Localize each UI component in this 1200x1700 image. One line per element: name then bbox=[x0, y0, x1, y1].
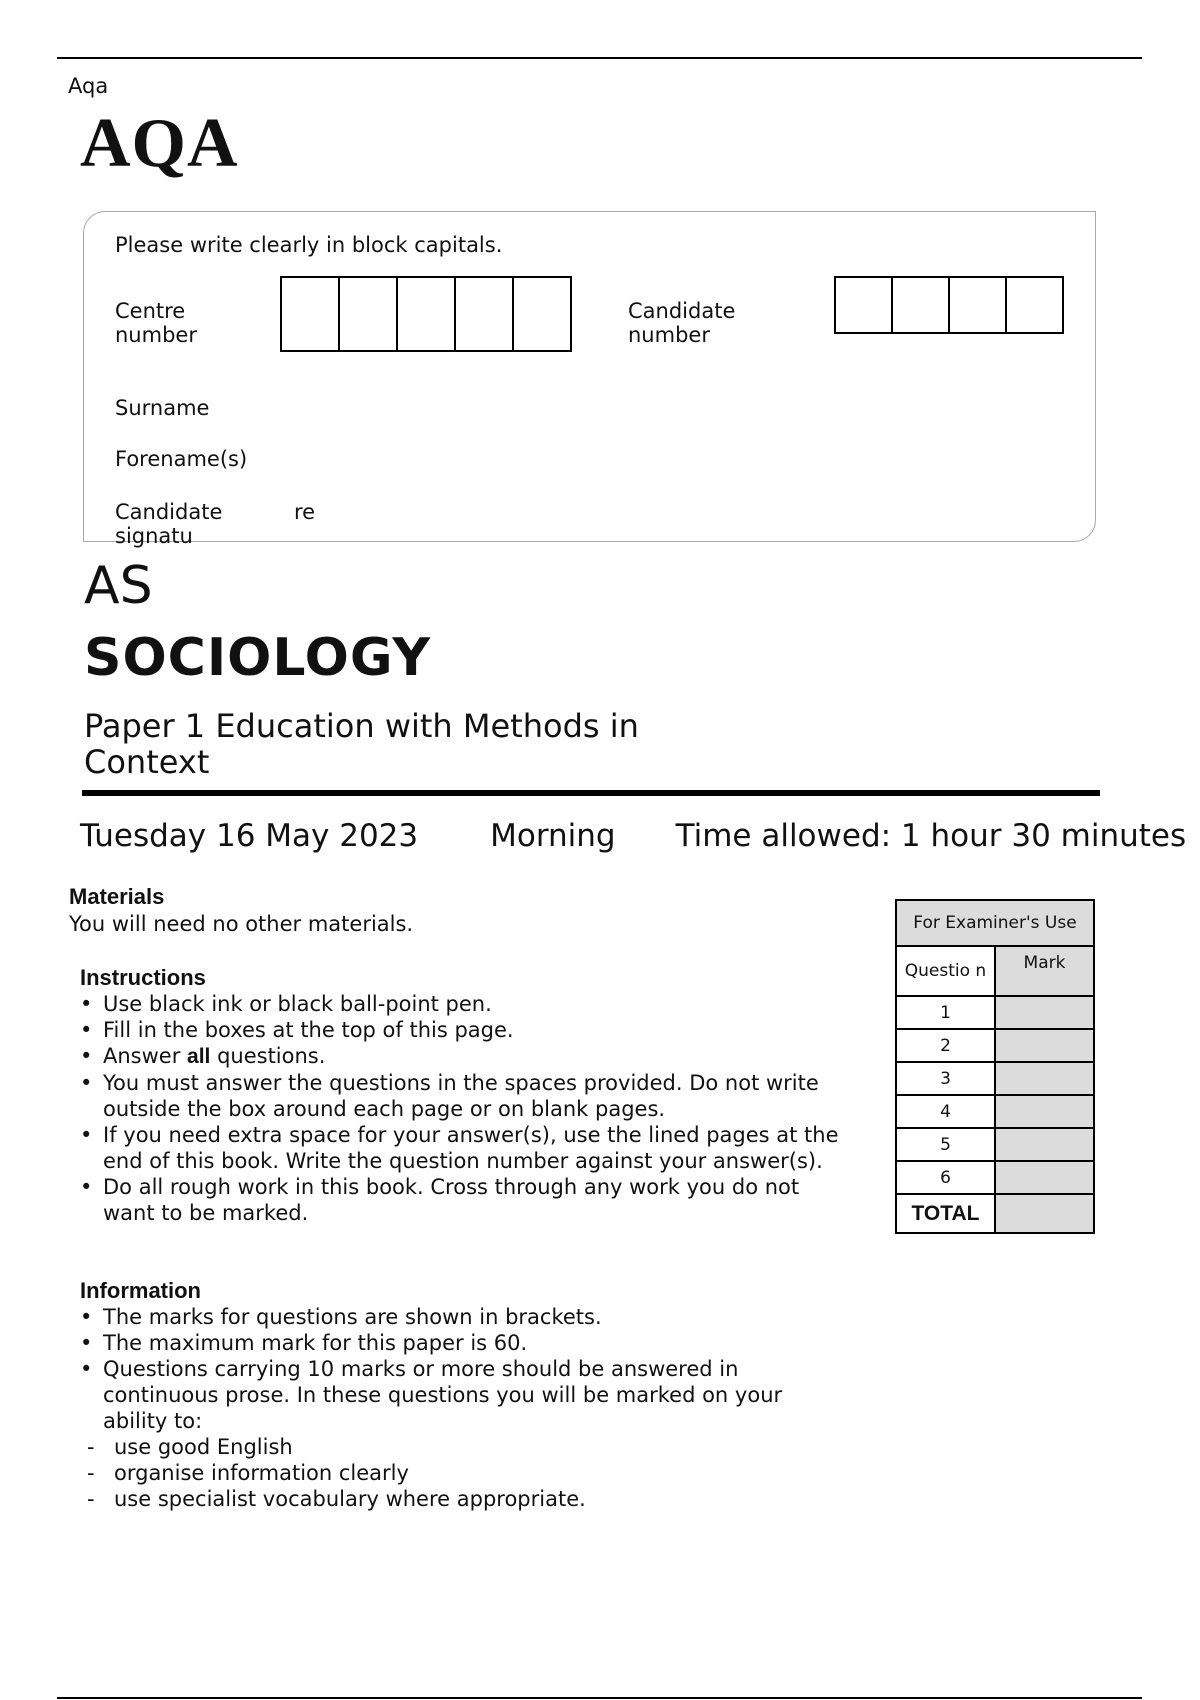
instructions-heading: Instructions bbox=[80, 965, 206, 990]
surname-label: Surname bbox=[115, 396, 210, 420]
sub-list-item: - use specialist vocabulary where appropriate. bbox=[114, 1486, 850, 1512]
centre-number-label: Centre number bbox=[115, 299, 197, 347]
forenames-label: Forename(s) bbox=[115, 447, 248, 471]
answer-all-prefix: Answer bbox=[103, 1044, 188, 1068]
mark-cell bbox=[995, 1128, 1094, 1161]
materials-text: You will need no other materials. bbox=[69, 912, 414, 936]
subject-title: SOCIOLOGY bbox=[84, 628, 432, 688]
total-row bbox=[896, 1194, 1094, 1233]
candidate-number-boxes[interactable] bbox=[834, 276, 1064, 334]
question-number: 3 bbox=[896, 1062, 995, 1095]
table-row bbox=[896, 1062, 1094, 1095]
mark-column-header: Mark bbox=[995, 946, 1094, 996]
list-item bbox=[80, 1043, 850, 1070]
centre-digit-box[interactable] bbox=[340, 278, 398, 350]
list-item: • The maximum mark for this paper is 60. bbox=[80, 1330, 850, 1356]
table-row bbox=[896, 1029, 1094, 1062]
sub-list-item: - use good English bbox=[114, 1434, 850, 1460]
table-row bbox=[896, 1095, 1094, 1128]
list-item: • The marks for questions are shown in brackets. bbox=[80, 1304, 850, 1330]
centre-number-boxes[interactable] bbox=[280, 276, 572, 352]
top-rule bbox=[57, 57, 1142, 59]
title-divider bbox=[82, 790, 1100, 796]
centre-digit-box[interactable] bbox=[398, 278, 456, 350]
question-number: 5 bbox=[896, 1128, 995, 1161]
list-item: • If you need extra space for your answer(s), use the lined pages at the end of this book. Write the question number against your answer(s). bbox=[80, 1122, 850, 1174]
candidate-signature-label-suffix: re bbox=[294, 500, 316, 524]
sub-list-item: - organise information clearly bbox=[114, 1460, 850, 1486]
candidate-signature-label: Candidate signatu bbox=[115, 500, 223, 548]
question-column-header: Questio n bbox=[896, 946, 995, 996]
materials-heading: Materials bbox=[69, 884, 165, 909]
total-mark-cell bbox=[995, 1194, 1094, 1233]
instructions-list bbox=[80, 991, 850, 1226]
candidate-digit-box[interactable] bbox=[893, 278, 950, 332]
candidate-number-label: Candidate number bbox=[628, 299, 736, 347]
mark-cell bbox=[995, 996, 1094, 1029]
aqa-logo: AQA bbox=[80, 105, 239, 182]
list-item: • Questions carrying 10 marks or more should be answered in continuous prose. In these questions you will be marked on your ability to: bbox=[80, 1356, 850, 1434]
question-number: 2 bbox=[896, 1029, 995, 1062]
block-capitals-instruction: Please write clearly in block capitals. bbox=[115, 233, 503, 257]
exam-session-time: Morning bbox=[490, 818, 616, 854]
mark-cell bbox=[995, 1062, 1094, 1095]
list-item: • You must answer the questions in the spaces provided. Do not write outside the box around each page or on blank pages. bbox=[80, 1070, 850, 1122]
mark-cell bbox=[995, 1029, 1094, 1062]
total-label: TOTAL bbox=[896, 1194, 995, 1233]
examiner-use-table bbox=[895, 899, 1095, 1234]
answer-all-suffix: questions. bbox=[210, 1044, 326, 1068]
information-heading: Information bbox=[80, 1278, 201, 1303]
list-item: • Use black ink or black ball-point pen. bbox=[80, 991, 850, 1017]
answer-all-emphasis: all bbox=[187, 1045, 211, 1068]
table-row bbox=[896, 1128, 1094, 1161]
bottom-rule bbox=[57, 1697, 1142, 1699]
centre-digit-box[interactable] bbox=[456, 278, 514, 350]
time-allowed: Time allowed: 1 hour 30 minutes bbox=[675, 818, 1187, 854]
examiner-table-title: For Examiner's Use bbox=[896, 900, 1094, 946]
paper-title: Paper 1 Education with Methods in Context bbox=[84, 707, 639, 781]
candidate-digit-box[interactable] bbox=[950, 278, 1007, 332]
information-list bbox=[80, 1304, 850, 1512]
exam-date: Tuesday 16 May 2023 bbox=[80, 818, 419, 854]
candidate-digit-box[interactable] bbox=[836, 278, 893, 332]
list-item: • Fill in the boxes at the top of this page. bbox=[80, 1017, 850, 1043]
candidate-details-box bbox=[83, 211, 1096, 542]
question-number: 4 bbox=[896, 1095, 995, 1128]
question-number: 6 bbox=[896, 1161, 995, 1194]
candidate-digit-box[interactable] bbox=[1007, 278, 1062, 332]
brand-small-text: Aqa bbox=[68, 74, 109, 98]
list-item: • Do all rough work in this book. Cross through any work you do not want to be marked. bbox=[80, 1174, 850, 1226]
qualification-title: AS bbox=[84, 556, 153, 616]
mark-cell bbox=[995, 1161, 1094, 1194]
question-number: 1 bbox=[896, 996, 995, 1029]
table-row bbox=[896, 1161, 1094, 1194]
mark-cell bbox=[995, 1095, 1094, 1128]
centre-digit-box[interactable] bbox=[514, 278, 570, 350]
table-row bbox=[896, 996, 1094, 1029]
session-line bbox=[80, 818, 1186, 854]
centre-digit-box[interactable] bbox=[282, 278, 340, 350]
